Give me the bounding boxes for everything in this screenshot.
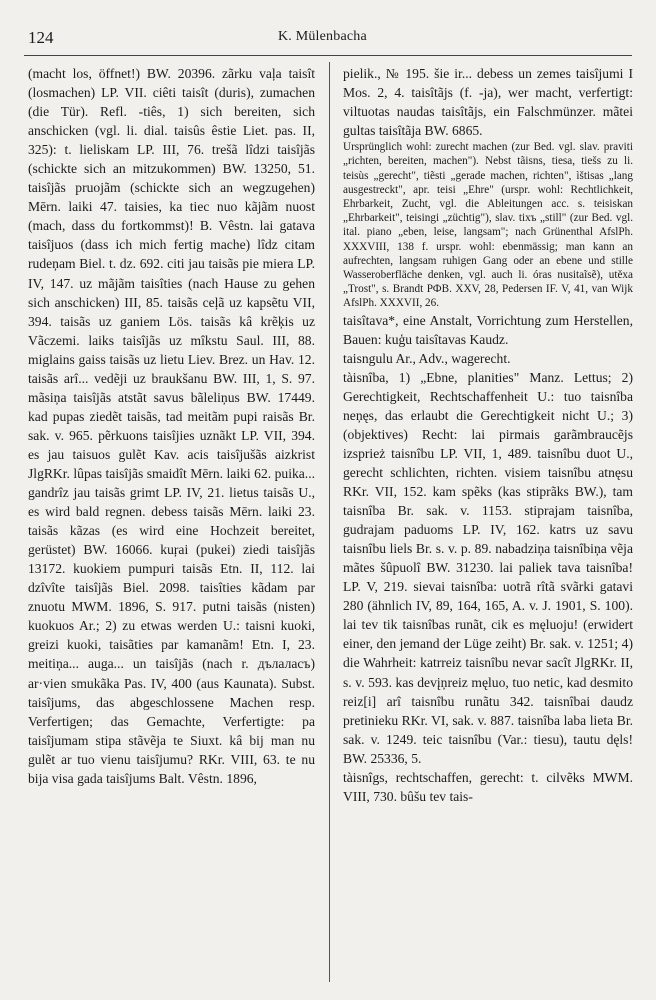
left-paragraph: (macht los, öffnet!) BW. 20396. zãrku vaļa taisît (losmachen) LP. VII. ciêti taisît (duris), zumachen (die Tür). Refl. -tiês, 1) sich bereiten, sich anschicken (vgl. li. dial. taisûs êstie Liet. pas. II, 325): t. lieliskam LP. III, 76. trešã lîdzi taisîjãs (schickte sich an mitzukommen) BW. 13250, 51. taisîjãs pruojãm (schickte sich an wegzugehen) Mērn. laiki 47. taisies, ka tiec nuo kãjãm nuost (mach, dass du fortkommst)! B. Vêstn. lai gatava taisîjuos (dass ich mich fertig mache) lîdz citam rudeņam Biel. t. dz. 692. citi jau taisãs pie miera LP. IV, 147. uz mãjãm taisîties (nach Hause zu gehen sich anschicken) III, 85. taisãs ceļã uz kapsẽtu VII, 394. taisãs uz ganiem Lös. taisãs kâ krẽķis uz Vãczemi. laiks taisîjãs uz mîkstu Saul. III, 88. miglains gaiss taisãs uz lietu Liev. Brez. un Hav. 12. taisãs arî... vedẽji uz braukšanu BW. III, 1, S. 97. mãsiņa taisîjãs atstãt savus bãleliņus BW. 17449. kad pupas ziedẽt taisãs, tad meitãm pupi raisãs Br. sak. v. 965. pẽrkuons taisîjies uznãkt LP. VII, 394. es jau taisuos gulẽt Kav. acis taisîjušãs aizkrist JlgRKr. lûpas taisîjãs smaidît Mērn. laiki 62. puika... gandrîz jau taisãs grimt LP. IV, 21. lietus taisãs U., es wird bald regnen. debess taisãs Mērn. laiki 23. taisãs kãzas (es wird eine Hochzeit bereitet, gerüstet) BW. 16066. kuŗai (pukei) ziedi taisîjãs 13172. kuokiem pumpuri taisãs Etn. II, 112. lai dzîvîte taisîjãs Biel. 2098. taisîties kãdam par znuotu MWM. 1896, S. 917. putni taisãs (nisten) kuokuos Ar.; 2) zu etwas werden U.: taisni kuoki, greizi kuoki, taisãties par kamanãm! Etn. I, 23. meitiņa... auga... un taisîjãs (nach r. дълаласъ) ar·vien smukãka Pas. IV, 400 (aus Kaunata). Subst. taisîjums, das abgeschlossene Machen resp. Verfertigen; das Gemachte, Verfertigte: pa taisîjumam stipa stãvẽja te Siuxt. kâ bij man nu gulẽt ar tuo vienu taisîjumu? RKr. VIII, 63. te nu bija visa gada taisîjums Balt. Vêstn. 1896, (28, 66, 315, 786)
page-number: 124 (28, 28, 54, 47)
entry-taisniba: tàisnîba, 1) „Ebne, planities" Manz. Lettus; 2) Gerechtigkeit, Rechtschaffenheit U.: tuo taisnîba neņęs, das erlaubt die Gerechtigkeit nicht U.; 3) (objektives) Recht: lai pirmais garãmbraucẽjs izsprież taisnîbu LP. VII, 1, 489. taisnîbu duot U., gerecht schlichten, richten. visiem taisnîbu atnęsu RKr. VII, 152. kam spẽks (kas stiprãks BW.), tam taisnîba Br. sak. v. 1153. stiprajam taisnîba, gudrajam paduoms LP. IV, 162. katrs uz savu taisnîbu liels Br. s. v. p. 89. nabadziņa taisnîbiņa vẽja mãtes šûpuolî BW. 31230. lai paliek tava taisnîba! LP. V, 219. sievai taisnîba: uotrã rîtã svãrki gatavi 280 (ähnlich IV, 89, 164, 165, A. v. J. 1901, S. 100). lai tev tik taisnîbas runãt, cik es męluoju! (erwidert einer, den jemand der Lüge zeiht) Br. sak. v. 1251; 4) die Wahrheit: katrreiz taisnîbu nevar sacît JlgRKr. II, s. v. 593. kas devįņreiz męluo, tuo netic, kad desmito reiz[i] arî taisnîbu runãtu 342. taisnîbai daudz pretinieku RKr. VI, sak. v. 887. taisnîba laba lieta Br. sak. v. 1249. teic taisnîbu (Var.: tiesu), tautu dęls! BW. 25336, 5. (343, 369, 633, 766)
right-paragraph: pielik., № 195. šie ir... debess un zemes taisîjumi I Mos. 2, 4. taisîtãjs (f. -ja), wer macht, verfertigt: viltuotas naudas taisîtãjs, ein Falschmünzer. mãtei gultas taisîtãja BW. 6865. (343, 66, 633, 139)
column-divider (329, 62, 330, 982)
header-rule (24, 55, 632, 56)
entry-taisngulu: taisngulu Ar., Adv., wagerecht. (343, 350, 511, 366)
entry-taisnigs: tàisnîgs, rechtschaffen, gerecht: t. cilvẽks MWM. VIII, 730. bûšu tev tais- (343, 769, 633, 804)
entry-taisitava: taisîtava*, eine Anstalt, Vorrichtung zum Herstellen, Bauen: kuģu taisîtavas Kaudz. (343, 312, 633, 347)
etymology-note: Ursprünglich wohl: zurecht machen (zur Bed. vgl. slav. praviti „richten, bereiten, machen"). Nebst tãisns, tiesa, tiešs zu li. teisùs „gerecht", tiẽsti „gerade machen, richten", ìštisas „lang ausgestreckt", apr. teisi „Ehre" (urspr. wohl: Rechtlichkeit, Ehrbarkeit, Zucht, vgl. die Ableitungen acc. s. teisiskan „Ehrbarkeit", teisingi „züchtig"), slav. tixъ „still" (zur Bed. vgl. ital. piano „eben, leise, langsam"; nach Grünenthal AfslPh. XXXVIII, 138 f. urspr. wohl: ebenmässig; man kann an aufrechten, langsam ruhigen Gang oder an ebene und stille Wasseroberfläche denken, vgl. auch li. óras nusitaĩsẽ), utěxa „Trost", s. Brandt РФВ. XXV, 28, Pedersen IF. V, 41, van Wijk AfslPh. XXXVII, 26. (343, 141, 633, 310)
page-header (28, 28, 628, 50)
running-head: K. Mülenbacha (278, 29, 367, 44)
left-column (28, 64, 315, 994)
right-column (343, 64, 633, 994)
